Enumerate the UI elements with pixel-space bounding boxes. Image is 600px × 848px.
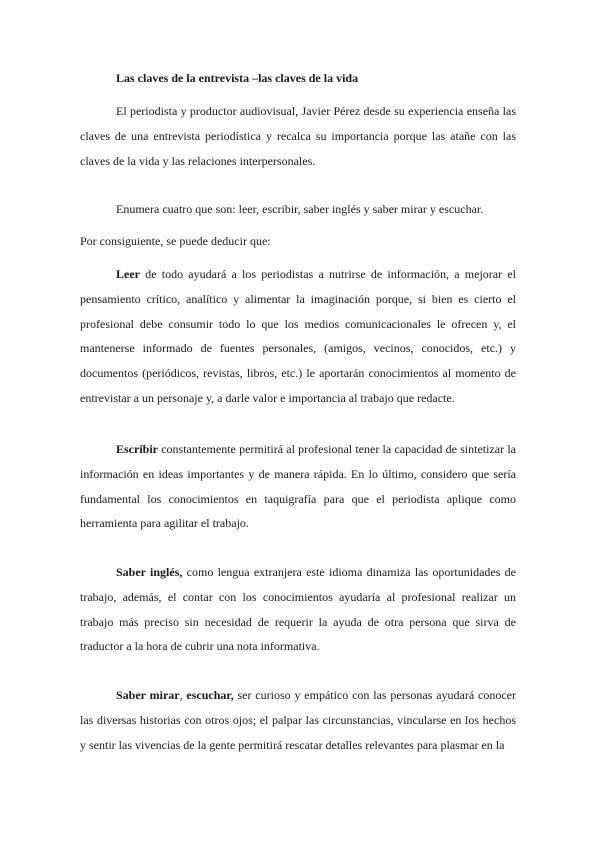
paragraph-text: Por consiguiente, se puede deducir que: xyxy=(80,234,271,248)
paragraph-deduction xyxy=(80,229,516,254)
paragraph-lead: Saber inglés, xyxy=(116,565,183,579)
paragraph-text: de todo ayudará a los periodistas a nutrirse de información, a mejorar el pensamiento crítico, analítico y alimentar la imaginación porque, si bien es cierto el profesional debe consumir todo lo que los medios comunicacionales le ofrecen y, el mantenerse informado de fuentes personales, (amigos, vecinos, conocidos, etc.) y documentos (periódicos, revistas, libros, etc.) le aportarán conocimientos al momento de entrevistar a un personaje y, a darle valor e importancia al trabajo que redacte. xyxy=(80,267,516,405)
paragraph-saber-ingles xyxy=(80,560,516,659)
paragraph-lead: Saber mirar xyxy=(116,688,180,702)
paragraph-lead: Escribir xyxy=(116,442,158,456)
paragraph-text: constantemente permitirá al profesional tener la capacidad de sintetizar la información en ideas importantes y de manera rápida. En lo último, considero que sería fundamental los conocimientos en taquigrafía para que el periodista aplique como herramienta para agilitar el trabajo. xyxy=(80,442,516,531)
paragraph-leer xyxy=(80,262,516,411)
paragraph-text: como lengua extranjera este idioma dinamiza las oportunidades de trabajo, además, el contar con los conocimientos ayudaría al profesional realizar un trabajo más preciso sin necesidad de requerir la ayuda de otra persona que sirva de traductor a la hora de cubrir una nota informativa. xyxy=(80,565,516,654)
paragraph-text: Enumera cuatro que son: leer, escribir, saber inglés y saber mirar y escuchar. xyxy=(116,202,484,216)
paragraph-text: El periodista y productor audiovisual, Javier Pérez desde su experiencia enseña las claves de una entrevista periodística y recalca su importancia porque las atañe con las claves de la vida y las relaciones interpersonales. xyxy=(80,104,516,168)
paragraph-intro xyxy=(80,99,516,173)
paragraph-separator: , xyxy=(179,688,187,702)
paragraph-escribir xyxy=(80,437,516,536)
paragraph-saber-mirar xyxy=(80,683,516,757)
paragraph-text: ser curioso y empático con las personas ayudará conocer las diversas historias con otros ojos; el palpar las circunstancias, vincularse en los hechos y sentir las vivencias de la gente permitirá rescatar detalles relevantes para plasmar en la xyxy=(80,688,516,752)
document-title: Las claves de la entrevista –las claves de la vida xyxy=(116,71,359,85)
paragraph-lead-2: escuchar, xyxy=(186,688,234,702)
paragraph-lead: Leer xyxy=(116,267,140,281)
paragraph-enumeration xyxy=(80,197,516,222)
